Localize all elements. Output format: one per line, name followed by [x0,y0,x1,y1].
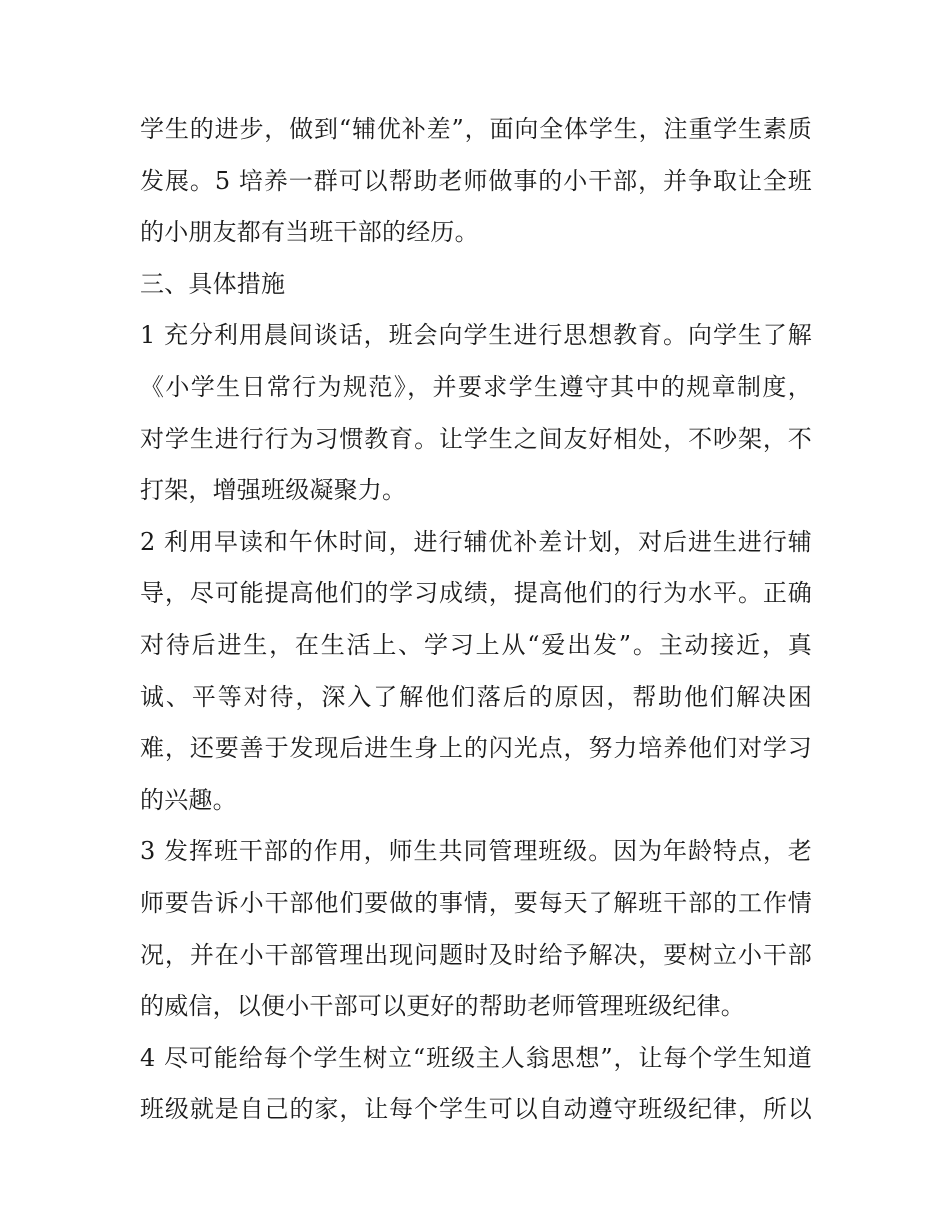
text-line: 2 利用早读和午休时间，进行辅优补差计划，对后进生进行辅 [140,527,812,556]
text-line: 3 发挥班干部的作用，师生共同管理班级。因为年龄特点，老 [140,837,812,866]
text-line: 况，并在小干部管理出现问题时及时给予解决，要树立小干部 [140,940,812,969]
text-line: 的兴趣。 [140,785,237,814]
text-line: 的小朋友都有当班干部的经历。 [140,218,479,247]
text-line: 1 充分利用晨间谈话，班会向学生进行思想教育。向学生了解 [140,321,812,350]
text-line: 《小学生日常行为规范》，并要求学生遵守其中的规章制度， [140,372,812,401]
text-line: 师要告诉小干部他们要做的事情，要每天了解班干部的工作情 [140,888,812,917]
document-body [140,104,812,1136]
text-line: 打架，增强班级凝聚力。 [140,476,407,505]
text-line: 导，尽可能提高他们的学习成绩，提高他们的行为水平。正确 [140,579,812,608]
text-line: 的威信，以便小干部可以更好的帮助老师管理班级纪律。 [140,992,745,1021]
text-line: 对学生进行行为习惯教育。让学生之间友好相处，不吵架，不 [140,424,812,453]
text-line: 对待后进生，在生活上、学习上从“爱出发”。主动接近，真 [140,630,812,659]
text-line: 班级就是自己的家，让每个学生可以自动遵守班级纪律，所以 [140,1095,812,1124]
text-line: 学生的进步，做到“辅优补差”，面向全体学生，注重学生素质 [140,115,812,143]
text-line: 发展。5 培养一群可以帮助老师做事的小干部，并争取让全班 [140,166,812,195]
text-line: 诚、平等对待，深入了解他们落后的原因，帮助他们解决困 [140,682,812,711]
text-line: 4 尽可能给每个学生树立“班级主人翁思想”，让每个学生知道 [140,1043,812,1072]
section-heading: 三、具体措施 [140,269,286,298]
text-line: 难，还要善于发现后进生身上的闪光点，努力培养他们对学习 [140,734,812,763]
